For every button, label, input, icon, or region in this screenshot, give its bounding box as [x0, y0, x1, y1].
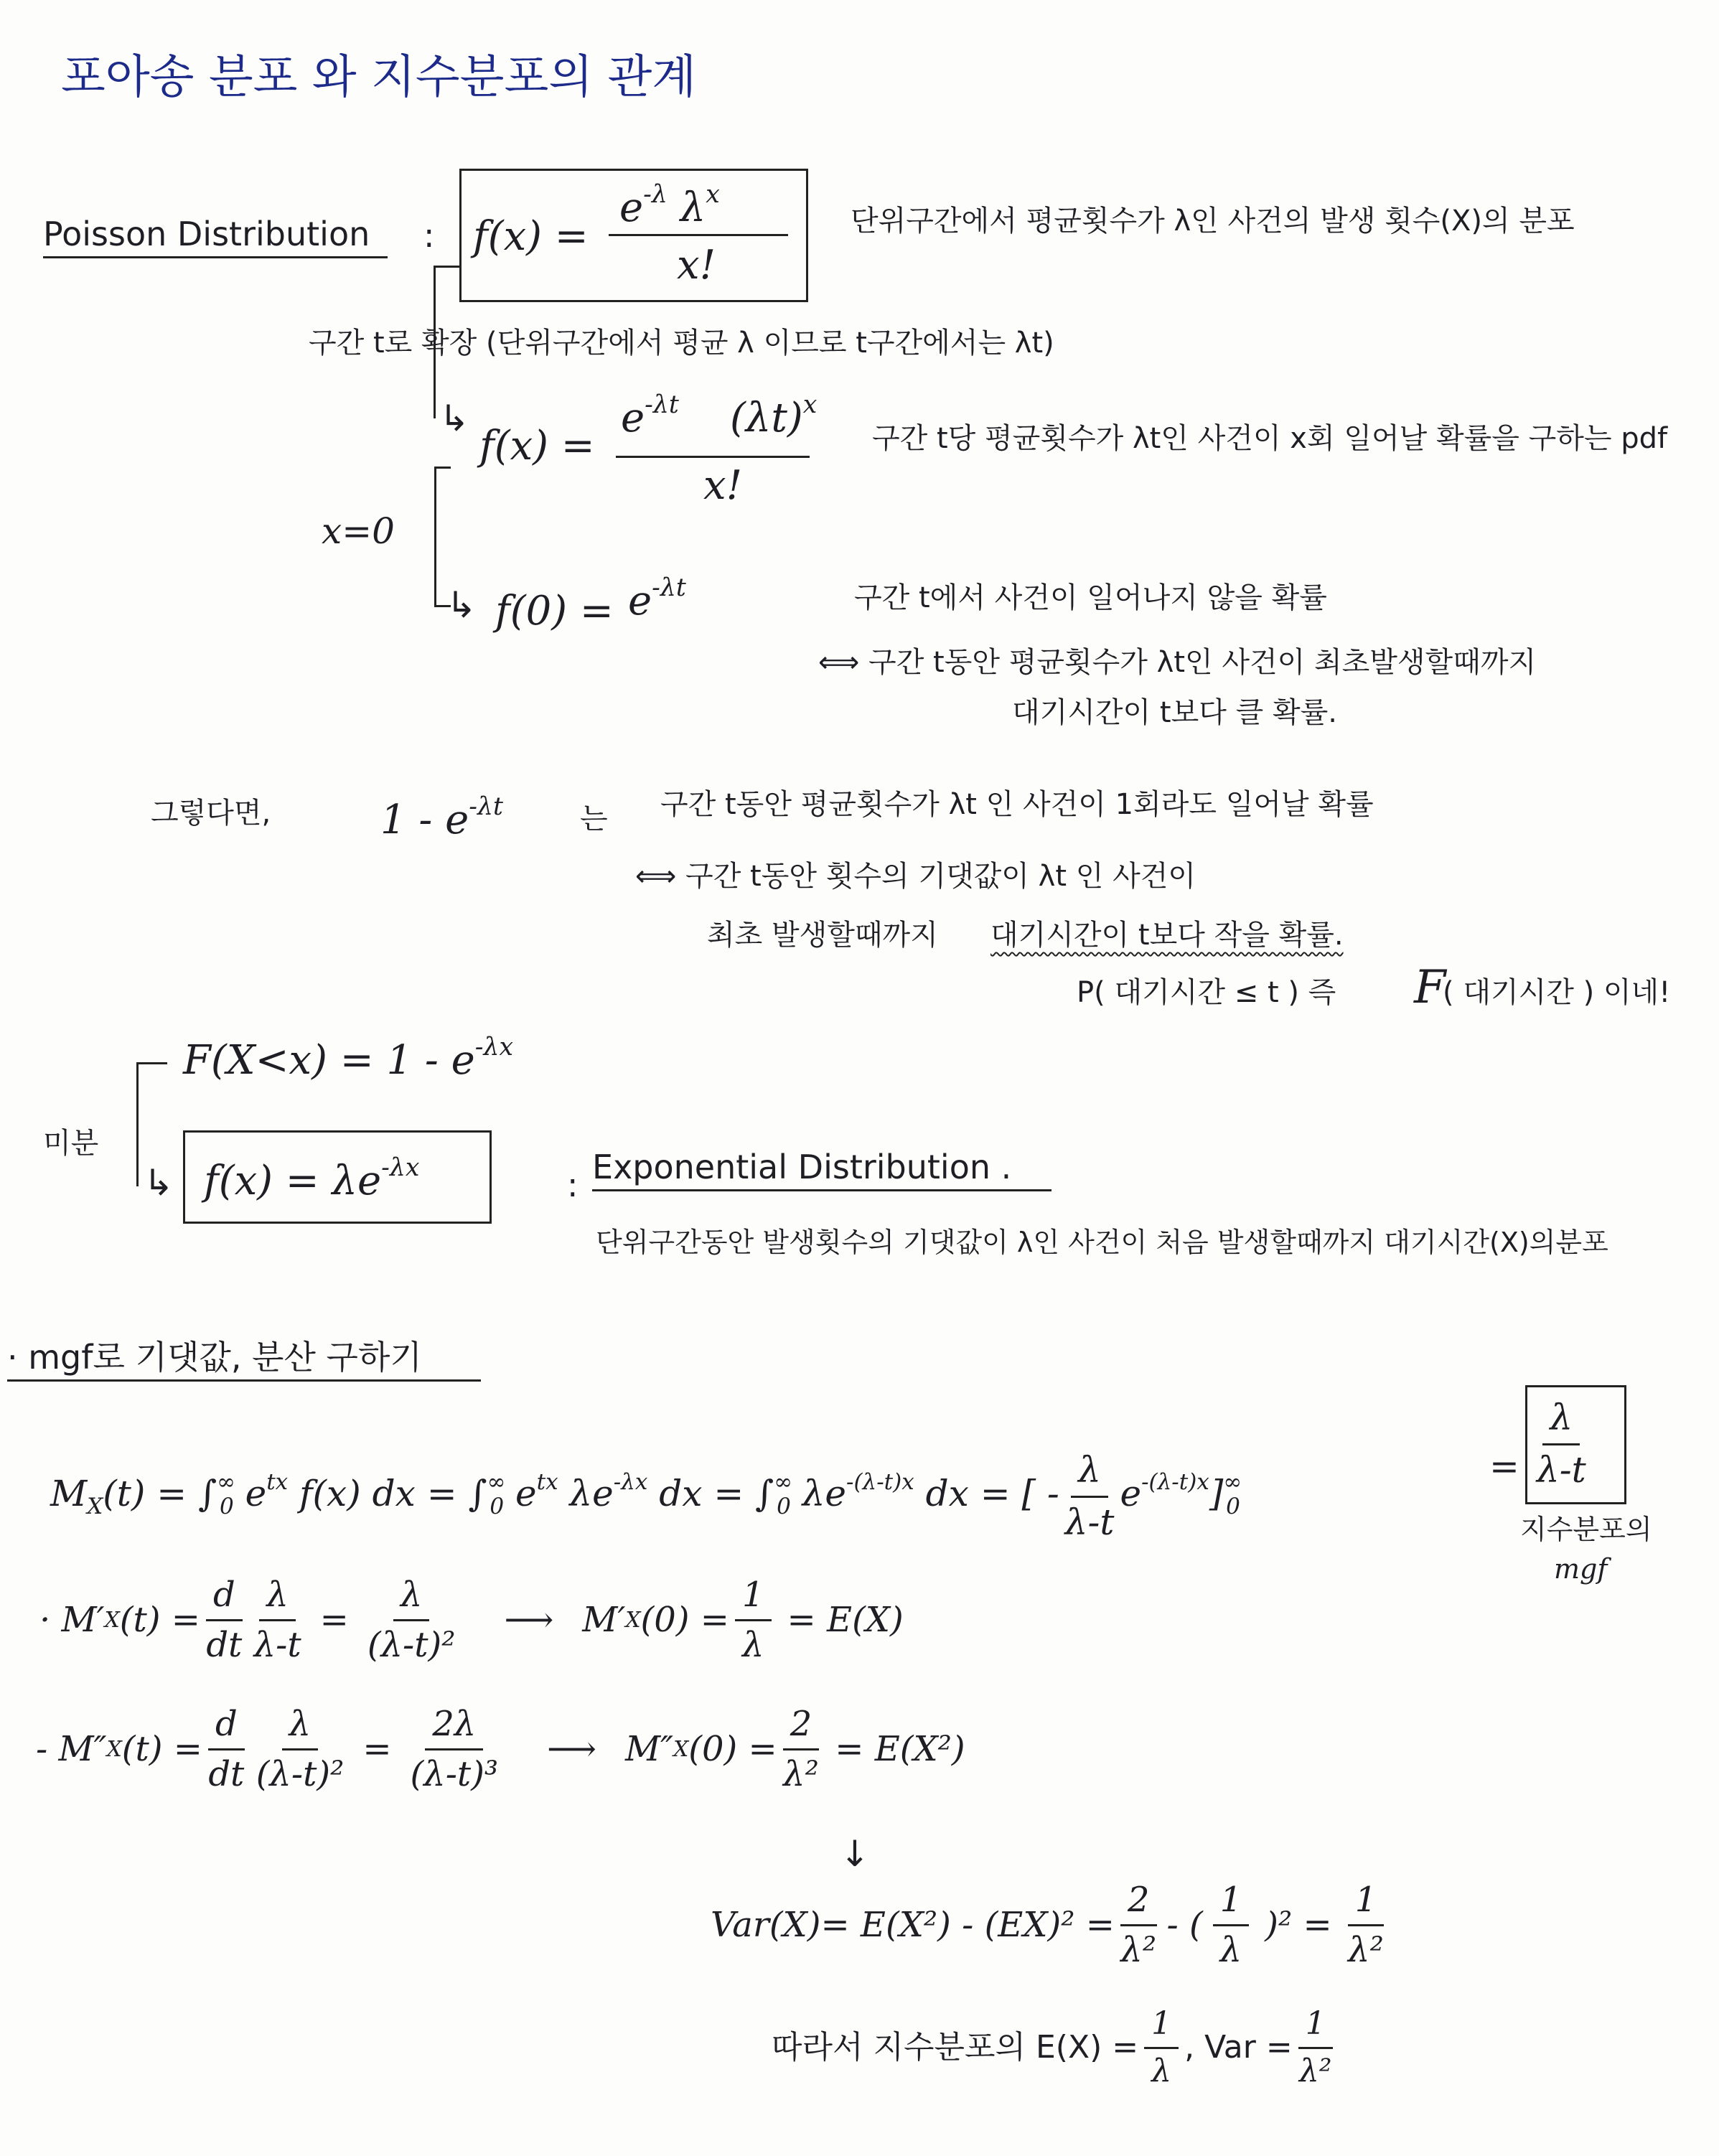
x-zero-arrow: ↳: [446, 584, 477, 626]
then-desc-4b: F: [1414, 961, 1446, 1014]
extend-pmf-denominator: x!: [703, 462, 743, 509]
conclusion: 따라서 지수분포의 E(X) = $\frac{1}{\lambda}$ , Var = $\frac{1}{\text{λ²}}$: [772, 2005, 1332, 2089]
f-zero-desc-1: 구간 t에서 사건이 일어나지 않을 확률: [854, 581, 1327, 614]
mgf-label-1: 지수분포의: [1520, 1514, 1652, 1545]
poisson-pmf-lhs: f(x) =: [473, 213, 589, 260]
then-desc-4c: ( 대기시간 ) 이네!: [1443, 976, 1671, 1009]
then-desc-1: 구간 t동안 평균횟수가 λt 인 사건이 1회라도 일어날 확률: [660, 788, 1374, 821]
then-desc-3b: 대기시간이 t보다 작을 확률.: [990, 919, 1344, 952]
extend-fraction-bar: [616, 456, 810, 458]
second-derivative: - M″ X (t) = $\frac{d}{dt}$ $\frac{\lambda}{\text{(λ-t)²}}$ = $\frac{2\lambda}{\text{(λ-t)³}}$ ⟶ M″ X (0) = $\frac{2}{\text{λ²}}$ = E(X²): [36, 1704, 965, 1795]
extend-note: 구간 t로 확장 (단위구간에서 평균 λ 이므로 t구간에서는 λt): [309, 327, 1054, 360]
then-lead: 그렇다면,: [151, 797, 271, 830]
f-zero-desc-3: 대기시간이 t보다 클 확률.: [1012, 696, 1337, 729]
poisson-colon: :: [423, 216, 435, 255]
then-particle: 는: [580, 802, 608, 835]
extend-pmf-numerator: $e^{-\lambda t}$ $(\lambda t)^x$: [621, 390, 818, 442]
then-desc-2: ⟺ 구간 t동안 횟수의 기댓값이 λt 인 사건이: [635, 860, 1196, 893]
mgf-result-box: $\frac{\lambda}{\lambda-t}$: [1525, 1385, 1626, 1504]
mgf-derivation: $M_X(t) = \int^\infty_0$ $e^{tx}$ f(x) dx = $\int^\infty_0$ $e^{tx}$ $\lambda e^{-\lambda x}$ dx = $\int^\infty_0$ $\lambda e^{-(\lambda-t)x}$ dx = [ - $\frac{\lambda}{\lambda-t}$ $e^{-(\lambda-t)x}]^\infty_0$: [50, 1449, 1242, 1543]
mgf-equals: =: [1489, 1445, 1519, 1487]
then-expr: $1 - e^{-\lambda t}$: [380, 792, 503, 844]
diff-label: 미분: [43, 1127, 99, 1160]
exp-description: 단위구간동안 발생횟수의 기댓값이 λ인 사건이 처음 발생할때까지 대기시간(X)의분포: [596, 1227, 1608, 1258]
exp-cdf: $F(X<x) = 1 - e^{-\lambda x}$: [183, 1033, 514, 1084]
first-derivative: · M′ X (t) = $\frac{d}{dt}$ $\frac{\lambda}{\lambda-t}$ = $\frac{\lambda}{\text{(λ-t)²}}$ ⟶ M′ X (0) = $\frac{1}{\lambda}$ = E(X): [39, 1575, 904, 1666]
diff-arrow: ↳: [144, 1162, 174, 1204]
extend-arrow: ↳: [439, 398, 469, 439]
mgf-heading: · mgf로 기댓값, 분산 구하기: [7, 1339, 481, 1382]
f-zero-lhs: f(0) =: [495, 588, 614, 634]
poisson-pmf-fraction-bar: [609, 234, 788, 236]
then-desc-3a: 최초 발생할때까지: [707, 919, 938, 952]
exp-name: Exponential Distribution .: [592, 1148, 1051, 1191]
poisson-description: 단위구간에서 평균횟수가 λ인 사건의 발생 횟수(X)의 분포: [851, 205, 1575, 238]
poisson-heading: Poisson Distribution: [43, 215, 388, 258]
exp-colon: :: [567, 1166, 579, 1204]
exp-pdf-box: $f(x) = \lambda e^{-\lambda x}$: [183, 1130, 492, 1224]
down-arrow: ↓: [840, 1833, 870, 1875]
extend-pmf-lhs: f(x) =: [479, 423, 595, 469]
poisson-pmf-numerator: $e^{-\lambda}$ $\lambda^x$: [619, 180, 720, 232]
x-zero-label: x=0: [322, 510, 395, 552]
page-title: 포아송 분포 와 지수분포의 관계: [61, 51, 697, 104]
variance-derivation: Var(X)= E(X²) - (EX)² = $\frac{2}{\text{λ²}}$ - ( $\frac{1}{\lambda}$ )² = $\frac{1}{\text{λ²}}$: [711, 1880, 1384, 1971]
extend-description: 구간 t당 평균횟수가 λt인 사건이 x회 일어날 확률을 구하는 pdf: [872, 422, 1668, 455]
then-desc-4a: P( 대기시간 ≤ t ) 즉: [1077, 976, 1336, 1009]
mgf-label-2: mgf: [1554, 1553, 1608, 1585]
f-zero-expr: $e^{-\lambda t}$: [628, 573, 686, 625]
poisson-pmf-denominator: x!: [677, 242, 716, 289]
poisson-pmf-box: [459, 169, 808, 302]
f-zero-desc-2: ⟺ 구간 t동안 평균횟수가 λt인 사건이 최초발생할때까지: [818, 646, 1537, 679]
